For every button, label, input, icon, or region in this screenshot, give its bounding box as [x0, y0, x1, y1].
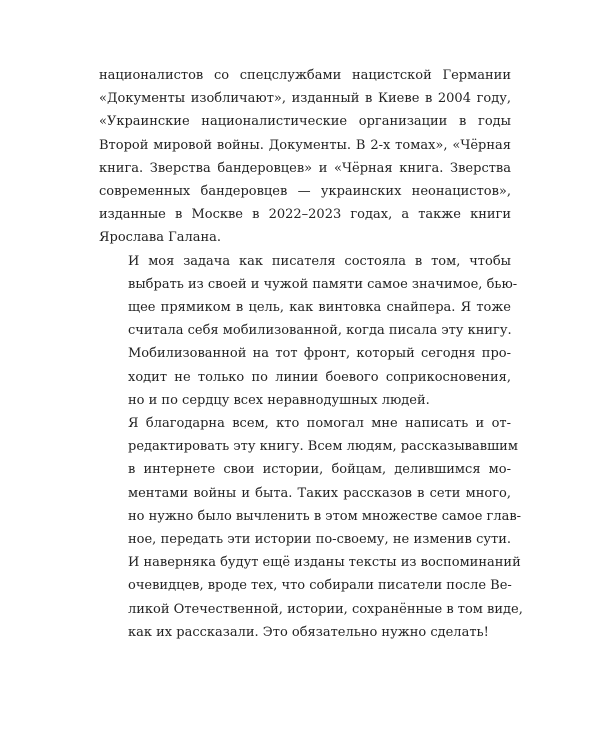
paragraph-2 [99, 250, 518, 412]
text-line: редактировать эту книгу. Всем людям, рассказывавшим [128, 439, 518, 455]
text-line: книга. Зверства бандеровцев» и «Чёрная книга. Зверства [99, 160, 511, 176]
text-line: изданные в Москве в 2022–2023 годах, а также книги [99, 207, 511, 223]
text-line: очевидцев, вроде тех, что собирали писатели после Ве- [128, 578, 512, 594]
text-line: считала себя мобилизованной, когда писала эту книгу. [128, 323, 512, 339]
text-line: Я благодарна всем, кто помогал мне написать и от- [128, 416, 511, 432]
text-line: щее прямиком в цель, как винтовка снайпера. Я тоже [128, 300, 511, 316]
text-line: националистов со спецслужбами нацистской Германии [99, 68, 511, 83]
paragraph-3 [99, 412, 523, 644]
text-line: ходит не только по линии боевого соприкосновения, [128, 369, 511, 385]
text-line: ликой Отечественной, истории, сохранённые в том виде, [128, 601, 523, 617]
text-line: ное, передать эти истории по-своему, не изменив сути. [128, 532, 511, 548]
text-line: но и по сердцу всех неравнодушных людей. [128, 392, 430, 408]
text-line: в интернете свои истории, бойцам, делившимся мо- [128, 462, 511, 478]
text-line: как их рассказали. Это обязательно нужно сделать! [128, 624, 489, 640]
text-line: Второй мировой войны. Документы. В 2-х томах», «Чёрная [99, 137, 511, 153]
text-line: современных бандеровцев — украинских неонацистов», [99, 184, 511, 200]
text-line: Ярослава Галана. [99, 230, 222, 246]
paragraph-1 [99, 64, 511, 250]
text-line: И моя задача как писателя состояла в том, чтобы [128, 253, 511, 269]
body-text [99, 64, 523, 644]
text-line: «Документы изобличают», изданный в Киеве в 2004 году, [99, 91, 511, 107]
text-line: Мобилизованной на тот фронт, который сегодня про- [128, 346, 511, 362]
text-line: выбрать из своей и чужой памяти самое значимое, бью- [128, 276, 518, 292]
text-line: «Украинские националистические организации в годы [99, 114, 511, 130]
text-line: но нужно было вычленить в этом множестве самое глав- [128, 508, 522, 524]
text-line: ментами войны и быта. Таких рассказов в сети много, [128, 485, 511, 501]
text-line: И наверняка будут ещё изданы тексты из воспоминаний [128, 555, 521, 571]
